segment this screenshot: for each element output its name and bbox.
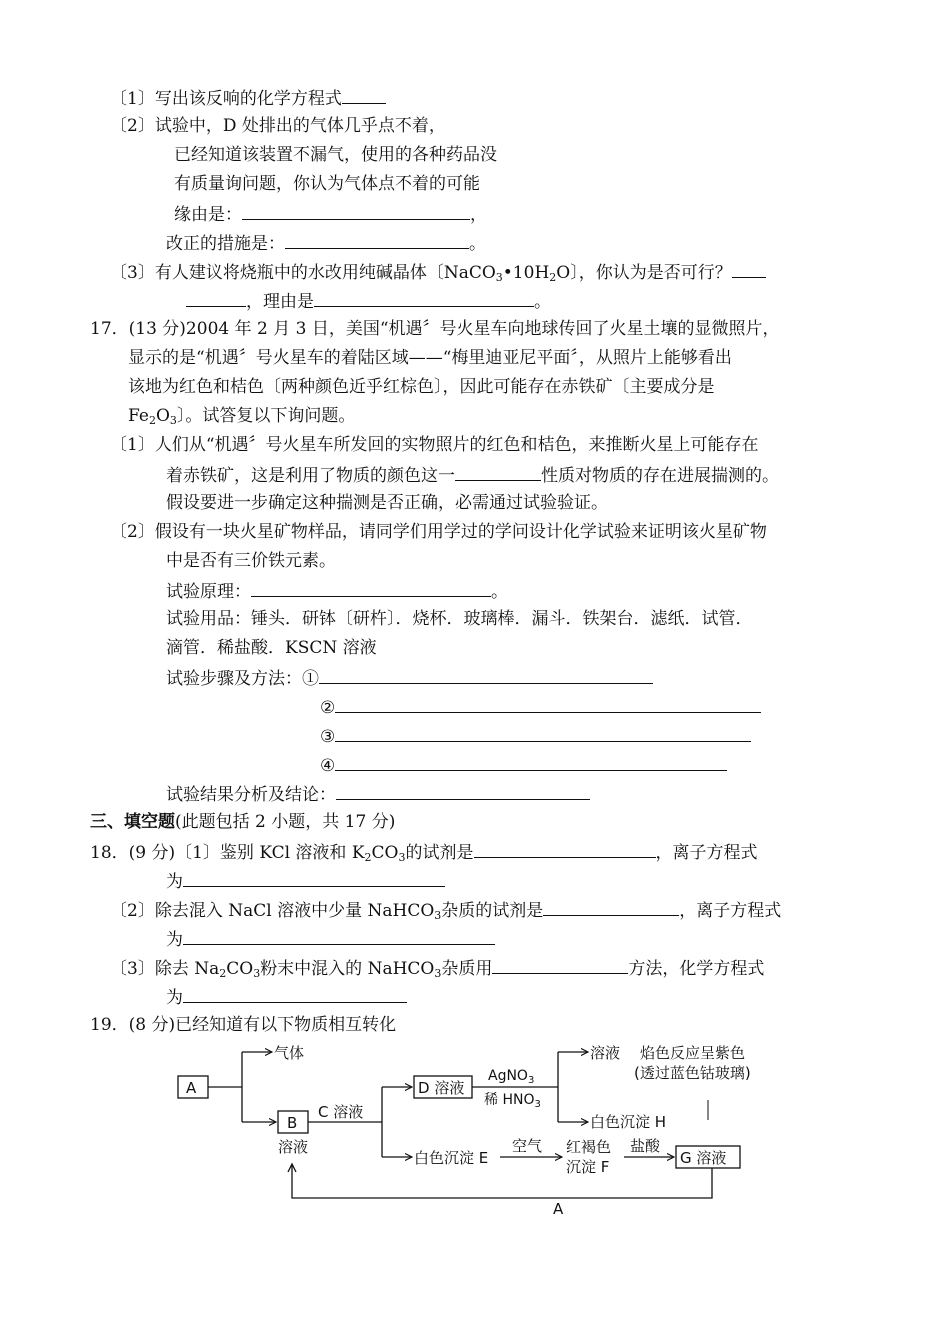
q17-step3: ③ — [320, 724, 751, 748]
q17-line3: 该地为红色和桔色〔两种颜色近乎红棕色〕，因此可能存在赤铁矿〔主要成分是 — [128, 377, 715, 397]
q16-part1: 〔1〕写出该反响的化学方程式 — [110, 86, 386, 110]
q17-step2: ② — [320, 695, 761, 719]
q16-reason: 缘由是： ， — [174, 202, 487, 226]
q17-sub2-line2: 中是否有三价铁元素。 — [166, 551, 336, 571]
label-gas: 气体 — [274, 1044, 305, 1062]
q17-items: 试验用品：锤头．研钵〔研杵〕．烧杯．玻璃棒．漏斗．铁架台．滤纸．试管． — [166, 609, 753, 629]
q17-principle: 试验原理： 。 — [166, 579, 508, 603]
section-three-heading: 三、填空题(此题包括 2 小题，共 17 分) — [90, 812, 396, 832]
label-precipitate-h: 白色沉淀 H — [590, 1113, 667, 1131]
q17-line2: 显示的是“机遇〞号火星车的着陆区域——“梅里迪亚尼平面〞，从照片上能够看出 — [128, 348, 732, 368]
label-air: 空气 — [512, 1137, 543, 1155]
q16-fix: 改正的措施是： 。 — [166, 231, 486, 255]
label-precipitate-f: 沉淀 F — [566, 1158, 610, 1176]
label-hno3: 稀 $HNO_3$ — [484, 1092, 541, 1110]
label-hydrochloric-acid: 盐酸 — [630, 1137, 661, 1155]
label-return-a: A — [553, 1200, 564, 1218]
q17-steps: 试验步骤及方法：① — [166, 666, 653, 690]
q16-part2: 〔2〕试验中，D 处排出的气体几乎点不着， — [110, 116, 446, 136]
q16-part2-line2: 已经知道该装置不漏气，使用的各种药品没 — [174, 145, 497, 165]
label-precipitate-e: 白色沉淀 E — [414, 1149, 489, 1167]
label-b-solution: 溶液 — [278, 1138, 309, 1156]
q18-part1-line2: 为 — [166, 869, 445, 893]
q16-part3-line2: ，理由是 。 — [186, 289, 551, 313]
q17-sub1: 〔1〕人们从“机遇〞号火星车所发回的实物照片的红色和桔色，来推断火星上可能存在 — [110, 435, 759, 455]
q17-sub2: 〔2〕假设有一块火星矿物样品，请同学们用学过的学问设计化学试验来证明该火星矿物 — [110, 522, 767, 542]
q16-part2-line3: 有质量询问题，你认为气体点不着的可能 — [174, 174, 480, 194]
q18-part1: 18．(9 分)〔1〕鉴别 KCl 溶液和 $K_2CO_3$的试剂是 ，离子方程式 — [90, 840, 758, 864]
q18-part3-line2: 为 — [166, 985, 407, 1009]
q16-part3: 〔3〕有人建议将烧瓶中的水改用纯碱晶体〔$NaCO_3•10H_2O$〕，你认为是否可行？ — [110, 260, 766, 284]
q17-items-line2: 滴管．稀盐酸．KSCN 溶液 — [166, 638, 377, 658]
label-red-brown: 红褐色 — [566, 1138, 612, 1156]
arrow-g-b-return — [292, 1165, 712, 1198]
q18-part2-line2: 为 — [166, 927, 495, 951]
label-c-solution: C 溶液 — [318, 1103, 364, 1121]
label-solution: 溶液 — [590, 1044, 621, 1062]
q17-line4: $Fe_2O_3$〕。试答复以下询问题。 — [128, 406, 356, 427]
q17-sub1-line2: 着赤铁矿，这是利用了物质的颜色这一 性质对物质的存在进展揣测的。 — [166, 463, 779, 487]
q17-step4: ④ — [320, 753, 727, 777]
label-g-solution: G 溶液 — [680, 1149, 727, 1167]
q17-result: 试验结果分析及结论： — [166, 782, 590, 806]
label-d-solution: D 溶液 — [418, 1079, 465, 1097]
q17-heading: 17．(13 分)2004 年 2 月 3 日，美国“机遇〞号火星车向地球传回了火星土壤的显微照片， — [90, 319, 780, 339]
label-flame-purple: 焰色反应呈紫色 — [640, 1044, 746, 1062]
label-agno3: AgNO$_3$ — [488, 1068, 535, 1086]
label-b: B — [287, 1114, 298, 1132]
q19-heading: 19．(8 分)已经知道有以下物质相互转化 — [90, 1015, 397, 1035]
q18-part2: 〔2〕除去混入 NaCl 溶液中少量 NaHCO$_3$杂质的试剂是 ，离子方程式 — [110, 898, 781, 922]
label-cobalt-glass: (透过蓝色钴玻璃) — [634, 1064, 751, 1082]
q18-part3: 〔3〕除去 $Na_2CO_3$粉末中混入的 NaHCO$_3$杂质用 方法，化学方程式 — [110, 956, 764, 980]
label-a: A — [186, 1079, 197, 1097]
q17-sub1-line3: 假设要进一步确定这种揣测是否正确，必需通过试验验证。 — [166, 493, 608, 513]
